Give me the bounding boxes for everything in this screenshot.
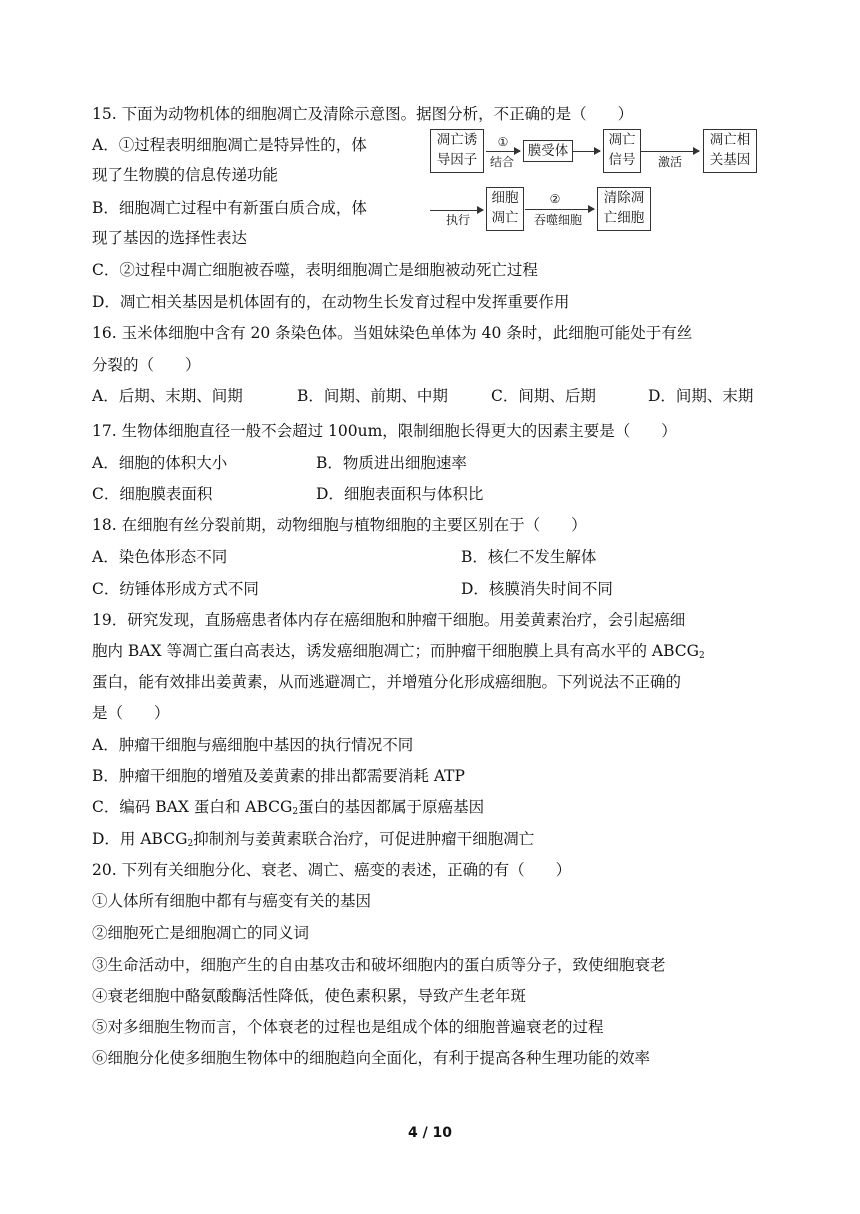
q20-statement-2: ②细胞死亡是细胞凋亡的同义词 [92,924,310,942]
q17-option-c: C．细胞膜表面积 [92,485,213,503]
diagram-box-signal: 凋亡 信号 [603,129,641,173]
diagram-arrow-activate [641,151,699,152]
q19-option-d: D．用 $ABCG_2$抑制剂与姜黄素联合治疗，可促进肿瘤干细胞凋亡 [92,830,535,849]
diagram-label-step2: ② [549,192,561,206]
q20-stem: 20. 下列有关细胞分化、衰老、凋亡、癌变的表述，正确的有（ ） [92,861,572,879]
diagram-arrow-execute [430,210,483,211]
q16-option-a: A．后期、末期、间期 [92,387,243,405]
q18-option-b: B．核仁不发生解体 [461,548,597,566]
q16-stem-line1: 16. 玉米体细胞中含有 20 条染色体。当姐妹染色单体为 40 条时，此细胞可能处于有丝 [92,324,693,342]
q19-option-b: B．肿瘤干细胞的增殖及姜黄素的排出都需要消耗 ATP [92,767,465,785]
diagram-label-phagocyte: 吞噬细胞 [533,213,582,227]
q19-stem-line4: 是（ ） [92,704,170,722]
q15-option-b-line2: 现了基因的选择性表达 [92,229,248,247]
q15-option-a-line2: 现了生物膜的信息传递功能 [92,166,279,184]
q19-stem-line2: 胞内 BAX 等凋亡蛋白高表达，诱发癌细胞凋亡；而肿瘤干细胞膜上具有高水平的 $ABCG_2$ [92,642,705,661]
page-number: 4 / 10 [407,1125,453,1141]
diagram-box-receptor: 膜受体 [523,140,573,162]
q16-option-c: C．间期、后期 [491,387,596,405]
q18-option-c: C．纺锤体形成方式不同 [92,580,259,598]
q19-option-c: C．编码 BAX 蛋白和 $ABCG_2$蛋白的基因都属于原癌基因 [92,798,485,817]
q15-stem: 15. 下面为动物机体的细胞凋亡及清除示意图。据图分析，不正确的是（ ） [92,105,634,123]
diagram-box-clearance: 清除凋 亡细胞 [597,187,651,231]
diagram-box-inducer: 凋亡诱 导因子 [430,129,484,173]
q18-option-a: A．染色体形态不同 [92,548,228,566]
q19-option-a: A．肿瘤干细胞与癌细胞中基因的执行情况不同 [92,736,414,754]
diagram-arrow-signal [573,151,600,152]
q15-option-d: D．凋亡相关基因是机体固有的，在动物生长发育过程中发挥重要作用 [92,293,570,311]
diagram-label-activate: 激活 [657,155,682,169]
q18-stem: 18. 在细胞有丝分裂前期，动物细胞与植物细胞的主要区别在于（ ） [92,516,587,534]
q17-option-d: D．细胞表面积与体积比 [316,485,484,503]
q20-statement-4: ④衰老细胞中酪氨酸酶活性降低，使色素积累，导致产生老年斑 [92,987,527,1005]
diagram-label-step1: ① [497,135,509,149]
q18-option-d: D．核膜消失时间不同 [461,580,613,598]
q16-option-b: B．间期、前期、中期 [297,387,448,405]
q17-stem: 17. 生物体细胞直径一般不会超过 100um，限制细胞长得更大的因素主要是（ ） [92,422,677,440]
q15-option-a-line1: A．①过程表明细胞凋亡是特异性的，体 [92,136,367,154]
q19-stem-line3: 蛋白，能有效排出姜黄素，从而逃避凋亡，并增殖分化形成癌细胞。下列说法不正确的 [92,673,682,691]
diagram-label-execute: 执行 [445,213,470,227]
q20-statement-3: ③生命活动中，细胞产生的自由基攻击和破坏细胞内的蛋白质等分子，致使细胞衰老 [92,956,666,974]
q20-statement-1: ①人体所有细胞中都有与癌变有关的基因 [92,892,372,910]
diagram-arrow-bind [486,151,520,152]
q15-option-b-line1: B．细胞凋亡过程中有新蛋白质合成，体 [92,199,367,217]
q20-statement-5: ⑤对多细胞生物而言，个体衰老的过程也是组成个体的细胞普遍衰老的过程 [92,1018,604,1036]
q16-stem-line2: 分裂的（ ） [92,356,201,374]
q20-statement-6: ⑥细胞分化使多细胞生物体中的细胞趋向全面化，有利于提高各种生理功能的效率 [92,1049,651,1067]
q16-option-d: D．间期、末期 [648,387,754,405]
diagram-box-genes: 凋亡相 关基因 [703,129,757,173]
diagram-label-bind: 结合 [489,155,514,169]
q15-option-c: C．②过程中凋亡细胞被吞噬，表明细胞凋亡是细胞被动死亡过程 [92,261,538,279]
diagram-box-apoptosis: 细胞 凋亡 [486,187,524,231]
q17-option-b: B．物质进出细胞速率 [316,454,467,472]
diagram-arrow-phagocyte [525,209,594,210]
q17-option-a: A．细胞的体积大小 [92,454,228,472]
q19-stem-line1: 19．研究发现，直肠癌患者体内存在癌细胞和肿瘤干细胞。用姜黄素治疗，会引起癌细 [92,611,686,629]
